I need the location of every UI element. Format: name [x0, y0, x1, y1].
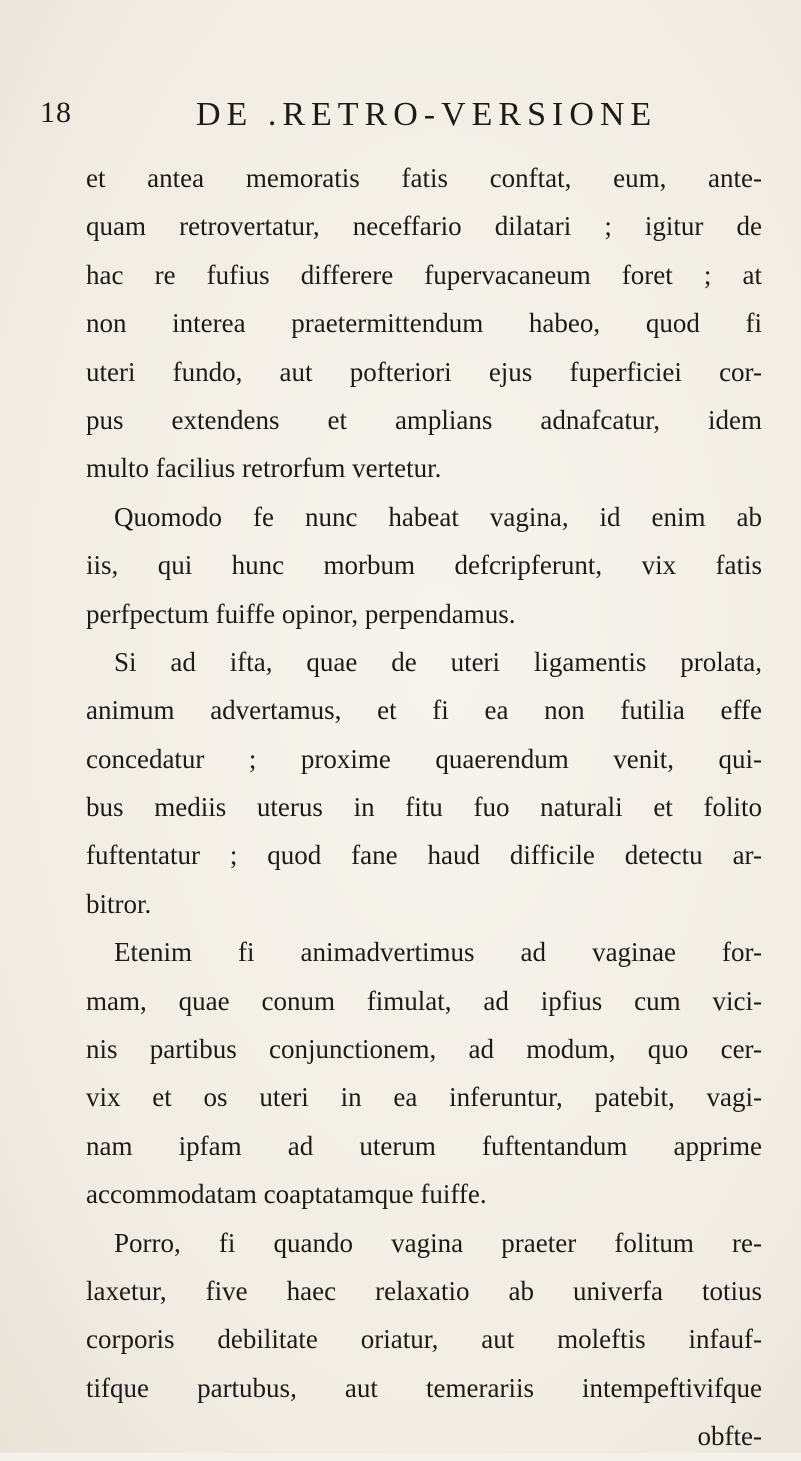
text-line: corporis debilitate oriatur, aut moleftis infauf- — [86, 1324, 762, 1355]
text-line: accommodatam coaptatamque fuiffe. — [86, 1179, 487, 1210]
paragraph-start-line: Etenim fi animadvertimus ad vaginae for- — [114, 937, 762, 968]
text-line: pus extendens et amplians adnafcatur, idem — [86, 404, 762, 435]
text-line: non interea praetermittendum habeo, quod fi — [86, 308, 762, 339]
paragraph-start-line: Si ad ifta, quae de uteri ligamentis prolata, — [114, 646, 762, 677]
text-line: bus mediis uterus in fitu fuo naturali et folito — [86, 792, 762, 823]
text-line: animum advertamus, et fi ea non futilia effe — [86, 695, 762, 726]
text-line: mam, quae conum fimulat, ad ipfius cum vici- — [86, 985, 762, 1016]
text-line: perfpectum fuiffe opinor, perpendamus. — [86, 598, 516, 629]
catchword: obfte- — [697, 1421, 762, 1452]
text-line: nis partibus conjunctionem, ad modum, quo cer- — [86, 1034, 762, 1065]
page-header — [40, 96, 760, 146]
page-number: 18 — [40, 96, 72, 129]
text-line: nam ipfam ad uterum fuftentandum apprime — [86, 1130, 762, 1161]
text-line: quam retrovertatur, neceffario dilatari ; igitur de — [86, 211, 762, 242]
text-line: fuftentatur ; quod fane haud difficile detectu ar- — [86, 840, 762, 871]
text-line: hac re fufius differere fupervacaneum foret ; at — [86, 259, 762, 290]
paragraph-start-line: Quomodo fe nunc habeat vagina, id enim ab — [114, 501, 762, 532]
text-line: bitror. — [86, 888, 152, 919]
text-line: iis, qui hunc morbum defcripferunt, vix fatis — [86, 550, 762, 581]
running-title: DE .RETRO-VERSIONE — [196, 96, 658, 133]
text-line: uteri fundo, aut pofteriori ejus fuperficiei cor- — [86, 356, 762, 387]
text-line: et antea memoratis fatis conftat, eum, ante- — [86, 163, 762, 193]
body-text — [86, 154, 762, 1461]
text-line: concedatur ; proxime quaerendum venit, qui- — [86, 743, 762, 774]
text-line: multo facilius retrorfum vertetur. — [86, 453, 442, 484]
text-line: tifque partubus, aut temerariis intempeftivifque — [86, 1372, 762, 1403]
paragraph-start-line: Porro, fi quando vagina praeter folitum re- — [114, 1227, 762, 1258]
text-line: laxetur, five haec relaxatio ab univerfa totius — [86, 1275, 762, 1306]
text-line: vix et os uteri in ea inferuntur, patebit, vagi- — [86, 1082, 762, 1113]
